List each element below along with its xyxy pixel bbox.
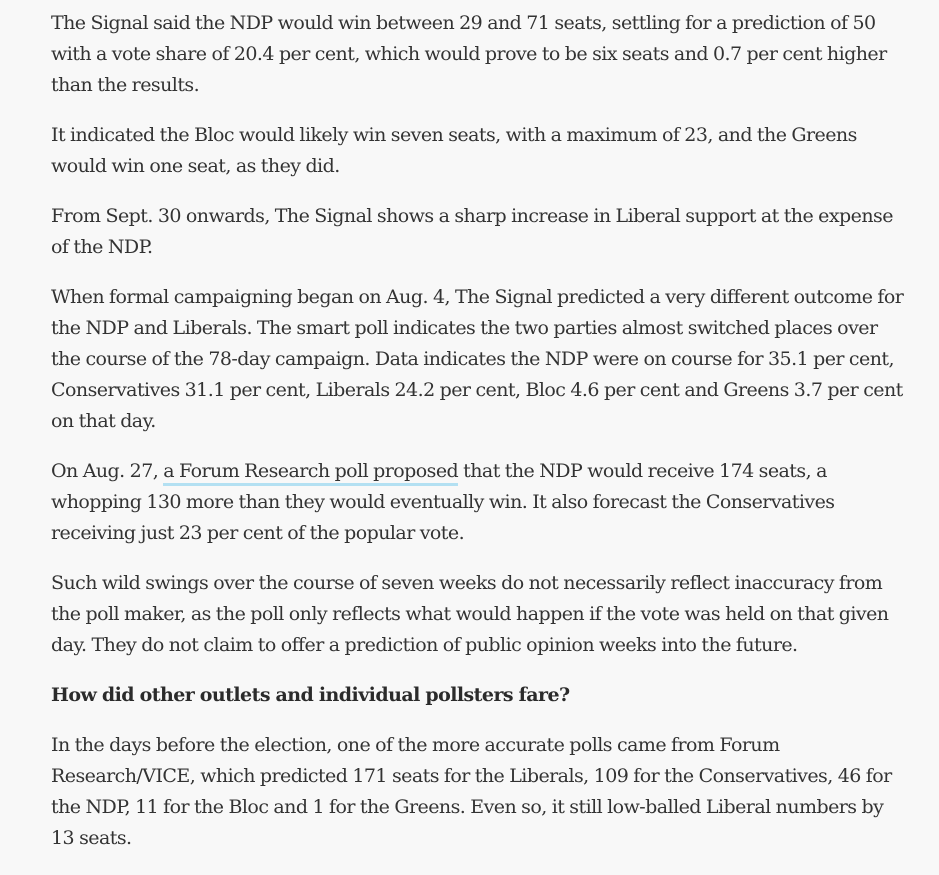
forum-research-poll-link[interactable]: a Forum Research poll proposed — [163, 460, 458, 486]
section-subheading: How did other outlets and individual pollsters fare? — [51, 684, 570, 706]
paragraph-campaign-start: When formal campaigning began on Aug. 4, The Signal predicted a very different outcome for the NDP and Liberals. The smart poll indicates the two parties almost switched places over the course of the 78-day campaign. Data indicates the NDP were on course for 35.1 per cent, Conservatives 31.1 per cent, Liberals 24.2 per cent, Bloc 4.6 per cent and Greens 3.7 per cent on that day. — [51, 286, 904, 432]
paragraph-bloc-greens: It indicated the Bloc would likely win seven seats, with a maximum of 23, and the Greens would win one seat, as they did. — [51, 124, 857, 177]
paragraph-forum-research — [51, 456, 911, 549]
paragraph-text-before-link: On Aug. 27, — [51, 460, 164, 482]
paragraph-text-after-link: that the NDP would receive 174 seats, a whopping 130 more than they would eventually win. It also forecast the Conservatives receiving just 23 per cent of the popular vote. — [51, 460, 835, 544]
paragraph-liberal-increase: From Sept. 30 onwards, The Signal shows a sharp increase in Liberal support at the expense of the NDP. — [51, 205, 893, 258]
paragraph-wild-swings: Such wild swings over the course of seven weeks do not necessarily reflect inaccuracy from the poll maker, as the poll only reflects what would happen if the vote was held on that given day. They do not claim to offer a prediction of public opinion weeks into the future. — [51, 572, 889, 656]
paragraph-other-pollsters: In the days before the election, one of the more accurate polls came from Forum Research/VICE, which predicted 171 seats for the Liberals, 109 for the Conservatives, 46 for the NDP, 11 for the Bloc and 1 for the Greens. Even so, it still low-balled Liberal numbers by 13 seats. — [51, 734, 892, 849]
article-body — [51, 8, 911, 873]
paragraph-signal-ndp-prediction: The Signal said the NDP would win between 29 and 71 seats, settling for a prediction of 50 with a vote share of 20.4 per cent, which would prove to be six seats and 0.7 per cent higher than the results. — [51, 12, 887, 96]
